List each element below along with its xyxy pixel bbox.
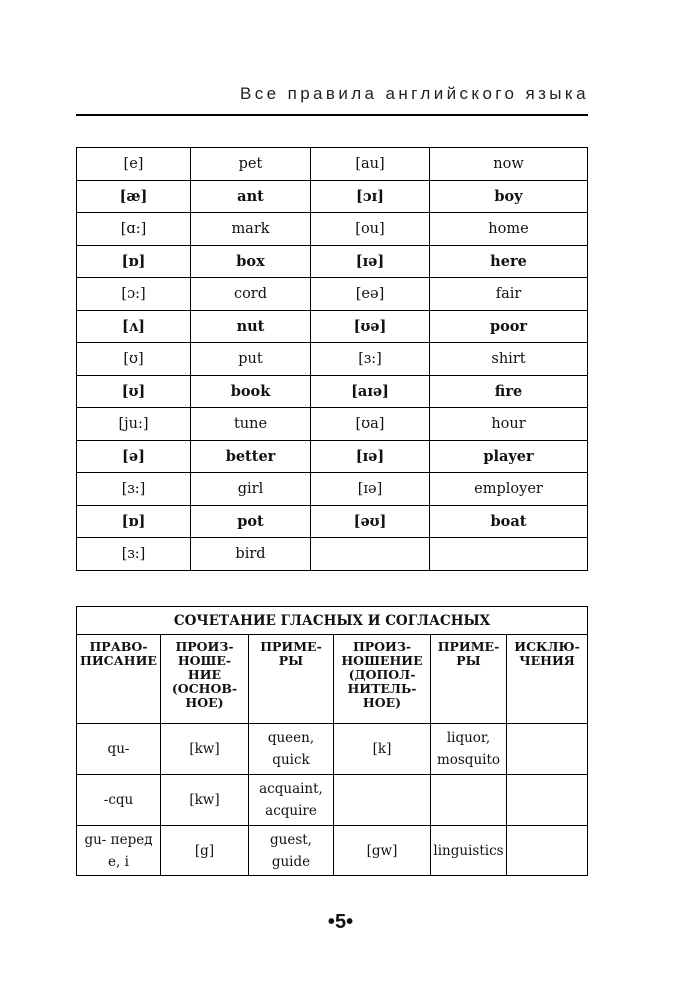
column-header — [249, 635, 334, 724]
sound-cell: [ʊə] — [311, 310, 430, 343]
column-header-line: ПРАВО- — [89, 639, 148, 654]
column-header-line: НИЕ — [187, 667, 222, 682]
example-word-cell: employer — [430, 473, 588, 506]
column-header-line: РЫ — [278, 653, 304, 668]
page-number: 5 — [334, 911, 347, 933]
sound-cell: [ɑ:] — [77, 213, 191, 246]
sound-cell: [ʊ] — [77, 375, 191, 408]
column-header-line: ПРОИЗ- — [175, 639, 234, 654]
sound-cell: [ɒ] — [77, 505, 191, 538]
column-header-line: НОЕ) — [185, 695, 224, 710]
table-cell — [431, 724, 507, 775]
example-word-cell: nut — [191, 310, 311, 343]
cell-line: quick — [272, 752, 310, 768]
column-header-line: (ДОПОЛ- — [348, 667, 416, 682]
table-row — [77, 213, 588, 246]
example-word-cell: fire — [430, 375, 588, 408]
column-header — [161, 635, 249, 724]
table-cell — [249, 775, 334, 826]
table-row — [77, 245, 588, 278]
example-word-cell: poor — [430, 310, 588, 343]
sound-cell: [ɪə] — [311, 473, 430, 506]
cell-line: mosquito — [436, 752, 501, 768]
table-cell — [161, 826, 249, 876]
example-word-cell: boat — [430, 505, 588, 538]
footer-bullet-right: • — [346, 911, 354, 933]
sound-cell: [ʊ] — [77, 343, 191, 376]
table-caption: СОЧЕТАНИЕ ГЛАСНЫХ И СОГЛАСНЫХ — [77, 607, 588, 635]
cell-line: linguistics — [433, 842, 504, 859]
cell-line: [gw] — [366, 842, 398, 859]
example-word-cell: hour — [430, 408, 588, 441]
table-row — [77, 505, 588, 538]
column-header-line: ПИСАНИЕ — [80, 653, 157, 668]
table-row — [77, 148, 588, 181]
example-word-cell: fair — [430, 278, 588, 311]
table-row — [77, 375, 588, 408]
cell-line: gu- перед — [84, 831, 153, 848]
example-word-cell: tune — [191, 408, 311, 441]
example-word-cell: boy — [430, 180, 588, 213]
table-cell — [334, 775, 431, 826]
cell-line: [kw] — [189, 792, 220, 808]
vowel-consonant-combinations-table — [76, 606, 588, 876]
cell-line: -cqu — [103, 792, 134, 808]
example-word-cell: put — [191, 343, 311, 376]
column-header-line: ПРОИЗ- — [352, 639, 412, 654]
table-row — [77, 310, 588, 343]
cell-line: queen, — [267, 730, 315, 746]
table-row — [77, 775, 588, 826]
example-word-cell: here — [430, 245, 588, 278]
example-word-cell: pet — [191, 148, 311, 181]
example-word-cell: box — [191, 245, 311, 278]
table-header-row — [77, 635, 588, 724]
sound-cell: [ʊa] — [311, 408, 430, 441]
table-row — [77, 278, 588, 311]
table-cell — [507, 826, 588, 876]
sound-cell: [e] — [77, 148, 191, 181]
column-header-line: НОЕ) — [362, 695, 402, 710]
header-rule — [76, 114, 588, 116]
sound-cell: [ɪə] — [311, 245, 430, 278]
table-row — [77, 473, 588, 506]
column-header — [77, 635, 161, 724]
table-cell — [249, 826, 334, 876]
example-word-cell: pot — [191, 505, 311, 538]
column-header-line: ПРИМЕ- — [260, 639, 322, 654]
table-row — [77, 538, 588, 571]
column-header-line: НОШЕ- — [177, 653, 232, 668]
running-head: Все правила английского языка — [239, 84, 589, 103]
table-cell — [431, 826, 507, 876]
cell-line: acquaint, — [259, 781, 323, 797]
table-cell — [161, 724, 249, 775]
table-cell — [334, 724, 431, 775]
column-header — [334, 635, 431, 724]
table-cell — [507, 775, 588, 826]
example-word-cell: shirt — [430, 343, 588, 376]
column-header — [507, 635, 588, 724]
column-header — [431, 635, 507, 724]
cell-line: [g] — [194, 842, 215, 859]
sound-cell: [ɪə] — [311, 440, 430, 473]
sounds-table — [76, 147, 588, 571]
column-header-line: ИСКЛЮ- — [514, 639, 580, 654]
column-header-line: ЧЕНИЯ — [519, 653, 575, 668]
page-number-footer — [0, 911, 681, 934]
table-row — [77, 440, 588, 473]
sound-cell: [ɜ:] — [311, 343, 430, 376]
sound-cell: [ɔ:] — [77, 278, 191, 311]
table-row — [77, 408, 588, 441]
table-cell — [77, 775, 161, 826]
sound-cell: [ju:] — [77, 408, 191, 441]
example-word-cell: now — [430, 148, 588, 181]
cell-line: acquire — [265, 803, 317, 819]
sound-cell: [ɜ:] — [77, 538, 191, 571]
example-word-cell: cord — [191, 278, 311, 311]
example-word-cell — [430, 538, 588, 571]
table-cell — [161, 775, 249, 826]
cell-line: e, i — [108, 853, 129, 870]
sound-cell: [aɪə] — [311, 375, 430, 408]
table-cell — [249, 724, 334, 775]
column-header-line: НОШЕНИЕ — [341, 653, 423, 668]
sound-cell: [ʌ] — [77, 310, 191, 343]
column-header-line: ПРИМЕ- — [437, 639, 500, 654]
table-cell — [77, 724, 161, 775]
example-word-cell: bird — [191, 538, 311, 571]
column-header-line: (ОСНОВ- — [171, 681, 238, 696]
sound-cell: [eə] — [311, 278, 430, 311]
column-header-line: РЫ — [456, 653, 481, 668]
sound-cell: [ɔɪ] — [311, 180, 430, 213]
cell-line: guest, — [270, 831, 312, 848]
sound-cell: [ɜ:] — [77, 473, 191, 506]
cell-line: qu- — [107, 741, 130, 757]
table-cell — [507, 724, 588, 775]
table-cell — [431, 775, 507, 826]
cell-line: guide — [271, 853, 311, 870]
example-word-cell: ant — [191, 180, 311, 213]
table-row — [77, 343, 588, 376]
table-cell — [77, 826, 161, 876]
cell-line: [k] — [372, 741, 392, 757]
table-row — [77, 826, 588, 876]
sound-cell: [æ] — [77, 180, 191, 213]
example-word-cell: player — [430, 440, 588, 473]
example-word-cell: book — [191, 375, 311, 408]
sound-cell — [311, 538, 430, 571]
table-row — [77, 724, 588, 775]
table-cell — [334, 826, 431, 876]
table-row — [77, 180, 588, 213]
sound-cell: [ɒ] — [77, 245, 191, 278]
cell-line: liquor, — [446, 730, 491, 746]
column-header-line: НИТЕЛЬ- — [347, 681, 417, 696]
example-word-cell: better — [191, 440, 311, 473]
example-word-cell: girl — [191, 473, 311, 506]
footer-bullet-left: • — [327, 911, 335, 933]
sound-cell: [au] — [311, 148, 430, 181]
sound-cell: [əʊ] — [311, 505, 430, 538]
sound-cell: [ə] — [77, 440, 191, 473]
sound-cell: [ou] — [311, 213, 430, 246]
example-word-cell: mark — [191, 213, 311, 246]
cell-line: [kw] — [189, 741, 220, 757]
example-word-cell: home — [430, 213, 588, 246]
